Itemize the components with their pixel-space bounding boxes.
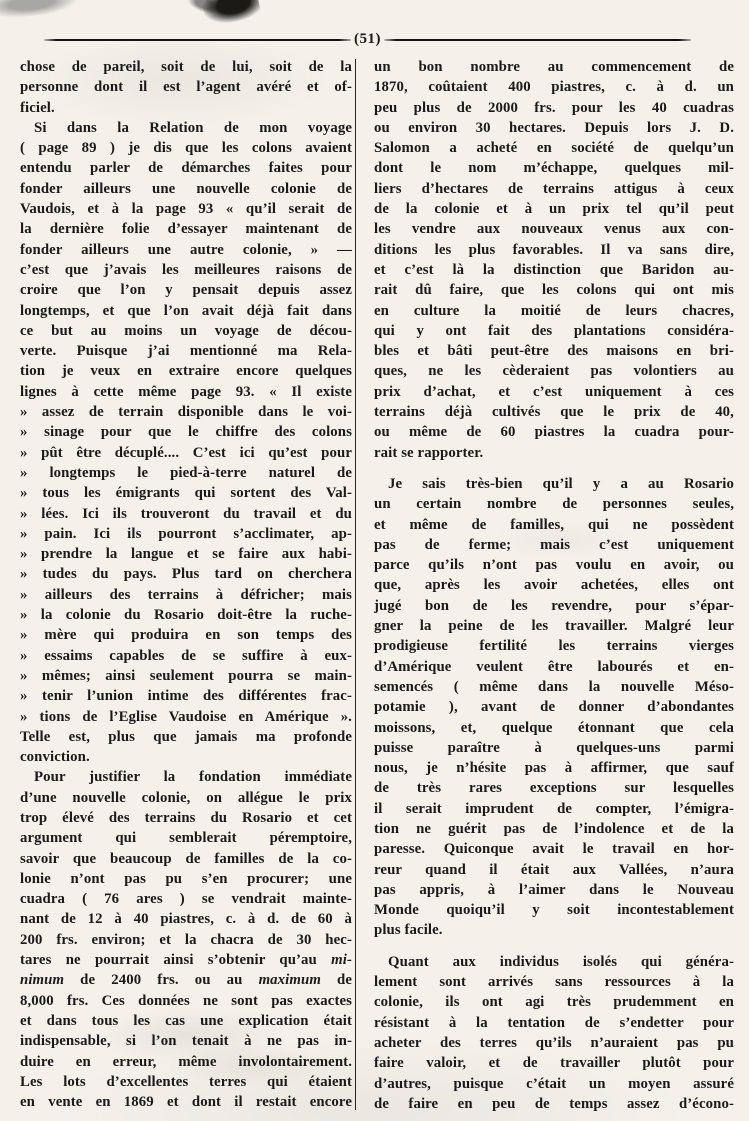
text-line: qui y ont fait des plantations considéra-	[374, 322, 734, 339]
text-line: nous, je n’hésite pas à affirmer, que sauf	[374, 760, 734, 777]
text-line: de faire en peu de temps assez d’écono-	[374, 1095, 734, 1112]
text-line: un certain nombre de personnes seules,	[374, 496, 734, 513]
page-number: (51)	[354, 30, 381, 47]
column-right	[374, 57, 734, 1114]
text-line: paresse. Quiconque avait le travail en hor-	[374, 841, 734, 858]
column-left	[20, 57, 352, 1114]
text-line: puisse paraître à quelques-uns parmi	[374, 739, 734, 756]
text-line: rait dû faire, que les colons qui ont mis	[374, 282, 734, 299]
text-line: acheter des terres qu’ils n’auraient pas pu	[374, 1034, 734, 1051]
text-line: personne dont il est l’agent avéré et of-	[20, 79, 352, 96]
text-line: bles et bâti peut-être des maisons en bri-	[374, 343, 734, 360]
text-line: ques, ne les cèderaient pas volontiers au	[374, 363, 734, 380]
text-line: » ailleurs des terrains à défricher; mais	[20, 586, 352, 603]
text-line: que, après les avoir achetées, elles ont	[374, 577, 734, 594]
text-line: liers d’hectares de terrains attigus à ceux	[374, 180, 734, 197]
text-line: Salomon a acheté en société de quelqu’un	[374, 140, 734, 157]
text-line: conviction.	[20, 749, 90, 766]
text-line: reur quand il était aux Vallées, n’aura	[374, 861, 734, 878]
ink-smudge-corner	[0, 0, 77, 21]
page-header	[44, 30, 691, 50]
text-line: » tous les émigrants qui sortent des Val-	[20, 485, 352, 502]
text-line: d’une nouvelle colonie, on allégue le prix	[20, 789, 352, 806]
text-line: indispensable, si l’on tenait à ne pas in-	[20, 1033, 352, 1050]
text-line: d’autres, puisque c’était un moyen assuré	[374, 1075, 734, 1092]
text-line: » la colonie du Rosario doit-être la ruche-	[20, 607, 352, 624]
text-line: » tions de l’Eglise Vaudoise en Amérique ».	[20, 708, 352, 725]
text-line: parce qu’ils n’ont pas voulu en avoir, ou	[374, 557, 734, 574]
text-line: duire en erreur, même involontairement.	[20, 1053, 352, 1070]
text-line: un bon nombre au commencement de	[374, 59, 734, 75]
column-divider	[355, 59, 356, 1110]
text-line: plus facile.	[374, 922, 443, 939]
text-line: potamie ), avant de donner d’abondantes	[374, 699, 734, 716]
text-line: pas de ferme; mais c’est uniquement	[374, 536, 734, 553]
text-line: fonder ailleurs une nouvelle colonie de	[20, 180, 352, 197]
text-line: lonie n’ont pas pu s’en procurer; une	[20, 870, 352, 887]
text-line: jugé bon de les revendre, pour s’épar-	[374, 597, 734, 614]
text-line: il serait imprudent de compter, l’émigra-	[374, 800, 734, 817]
text-line: » mêmes; ainsi seulement pourra se main-	[20, 667, 352, 684]
text-line: peu plus de 2000 frs. pour les 40 cuadras	[374, 99, 734, 116]
text-line: tares ne pourrait ainsi s’obtenir qu’au mi-	[20, 952, 352, 969]
text-line: ce but au moins un voyage de décou-	[20, 322, 352, 339]
text-line: Telle est, plus que jamais ma profonde	[20, 728, 352, 745]
text-line: 1870, coûtaient 400 piastres, c. à d. un	[374, 79, 734, 96]
text-line: ou environ 30 hectares. Depuis lors J. D.	[374, 119, 734, 136]
text-line: » longtemps le pied-à-terre naturel de	[20, 464, 352, 481]
text-line: gner la peine de les travailler. Malgré leur	[374, 618, 734, 635]
text-line: la dernière folie d’essayer maintenant de	[20, 221, 352, 238]
text-line: ficiel.	[20, 99, 55, 116]
text-line: verte. Puisque j’ai mentionné ma Rela-	[20, 343, 352, 360]
text-line: savoir que beaucoup de familles de la co-	[20, 850, 352, 867]
text-line: » pût être décuplé.... C’est ici qu’est pour	[20, 444, 352, 461]
text-line: et c’est là la distinction que Baridon au-	[374, 261, 734, 278]
text-line: nimum de 2400 frs. ou au maximum de	[20, 972, 353, 989]
text-line: en vente en 1869 et dont il restait encore	[20, 1094, 352, 1111]
text-line: c’est que j’avais les meilleures raisons de	[20, 261, 352, 278]
text-line: 8,000 frs. Ces données ne sont pas exactes	[20, 992, 352, 1009]
header-rule-left	[44, 39, 351, 41]
text-line: pas appris, à l’aimer dans le Nouveau	[374, 881, 734, 898]
text-line: argument qui semblerait péremptoire,	[20, 830, 352, 847]
text-line: Vaudois, et à la page 93 « qu’il serait de	[20, 201, 352, 218]
text-line: colonie, ils ont agi très prudemment en	[374, 994, 734, 1011]
text-line: lement sont arrivés sans ressources à la	[374, 974, 734, 991]
text-line: ou même de 60 piastres la cuadra pour-	[374, 424, 734, 441]
text-line: d’Amérique veulent être labourés et en-	[374, 658, 734, 675]
text-line: croire que l’on y pensait depuis assez	[20, 282, 352, 299]
text-line: les vendre aux nouveaux venus aux con-	[374, 221, 734, 238]
text-line: » assez de terrain disponible dans le voi-	[20, 404, 352, 421]
text-line: prix d’achat, et c’est uniquement à ces	[374, 383, 734, 400]
text-line: Si dans la Relation de mon voyage	[34, 119, 352, 136]
text-line: ( page 89 ) je dis que les colons avaient	[20, 140, 352, 157]
text-line: Je sais très-bien qu’il y a au Rosario	[388, 475, 734, 492]
text-line: chose de pareil, soit de lui, soit de la	[20, 59, 352, 75]
text-line: tion je veux en extraire encore quelques	[20, 363, 352, 380]
text-line: semencés ( même dans la nouvelle Méso-	[374, 678, 734, 695]
text-line: » sinage pour que le chiffre des colons	[20, 424, 352, 441]
text-line: nant de 12 à 40 piastres, c. à d. de 60 à	[20, 911, 352, 928]
text-line: moissons, et, quelque étonnant que cela	[374, 719, 734, 736]
text-line: prodigieuse fertilité les terrains vierges	[374, 638, 734, 655]
text-line: trop élevé des terrains du Rosario et cet	[20, 809, 352, 826]
text-line: » tenir l’union intime des différentes frac-	[20, 688, 352, 705]
text-line: de très rares exceptions sur lesquelles	[374, 780, 734, 797]
text-line: Monde quoiqu’il y soit incontestablement	[374, 902, 734, 919]
text-line: en culture la moitié de leurs chacres,	[374, 302, 734, 319]
text-line: entendu parler de démarches faites pour	[20, 160, 352, 177]
text-line: » prendre la langue et se faire aux habi-	[20, 546, 352, 563]
header-rule-right	[384, 39, 691, 41]
text-line: Quant aux individus isolés qui généra-	[388, 953, 734, 970]
text-line: rait se rapporter.	[374, 444, 484, 461]
text-line: » mère qui produira en son temps des	[20, 627, 352, 644]
text-body	[20, 57, 749, 1114]
text-line: Les lots d’excellentes terres qui étaient	[20, 1073, 352, 1090]
text-line: dont le nom m’échappe, quelques mil-	[374, 160, 734, 177]
text-line: fonder ailleurs une autre colonie, » —	[20, 241, 352, 258]
text-line: 200 frs. environ; et la chacra de 30 hec-	[20, 931, 352, 948]
text-line: » lées. Ici ils trouveront du travail et du	[20, 505, 352, 522]
text-line: » pain. Ici ils pourront s’acclimater, ap-	[20, 525, 352, 542]
text-line: faire valoir, et de travailler plutôt pour	[374, 1055, 734, 1072]
text-line: cuadra ( 76 ares ) se vendrait mainte-	[20, 891, 352, 908]
text-line: lignes à cette même page 93. « Il existe	[20, 383, 352, 400]
text-line: terrains déjà cultivés que le prix de 40,	[374, 404, 734, 421]
text-line: longtemps, et que l’on avait déjà fait dans	[20, 302, 352, 319]
text-line: tion ne guérit pas de l’indolence et de la	[374, 820, 734, 837]
text-line: ditions les plus favorables. Il va sans dire,	[374, 241, 734, 258]
text-line: de la colonie et à un prix tel qu’il peut	[374, 201, 734, 218]
text-line: résistant à la tentation de s’endetter pour	[374, 1014, 734, 1031]
text-line: Pour justifier la fondation immédiate	[34, 769, 352, 786]
text-line: » tudes du pays. Plus tard on cherchera	[20, 566, 352, 583]
text-line: » essaims capables de se suffire à eux-	[20, 647, 352, 664]
text-line: et même de familles, qui ne possèdent	[374, 516, 734, 533]
text-line: et dans tous les cas une explication était	[20, 1012, 352, 1029]
